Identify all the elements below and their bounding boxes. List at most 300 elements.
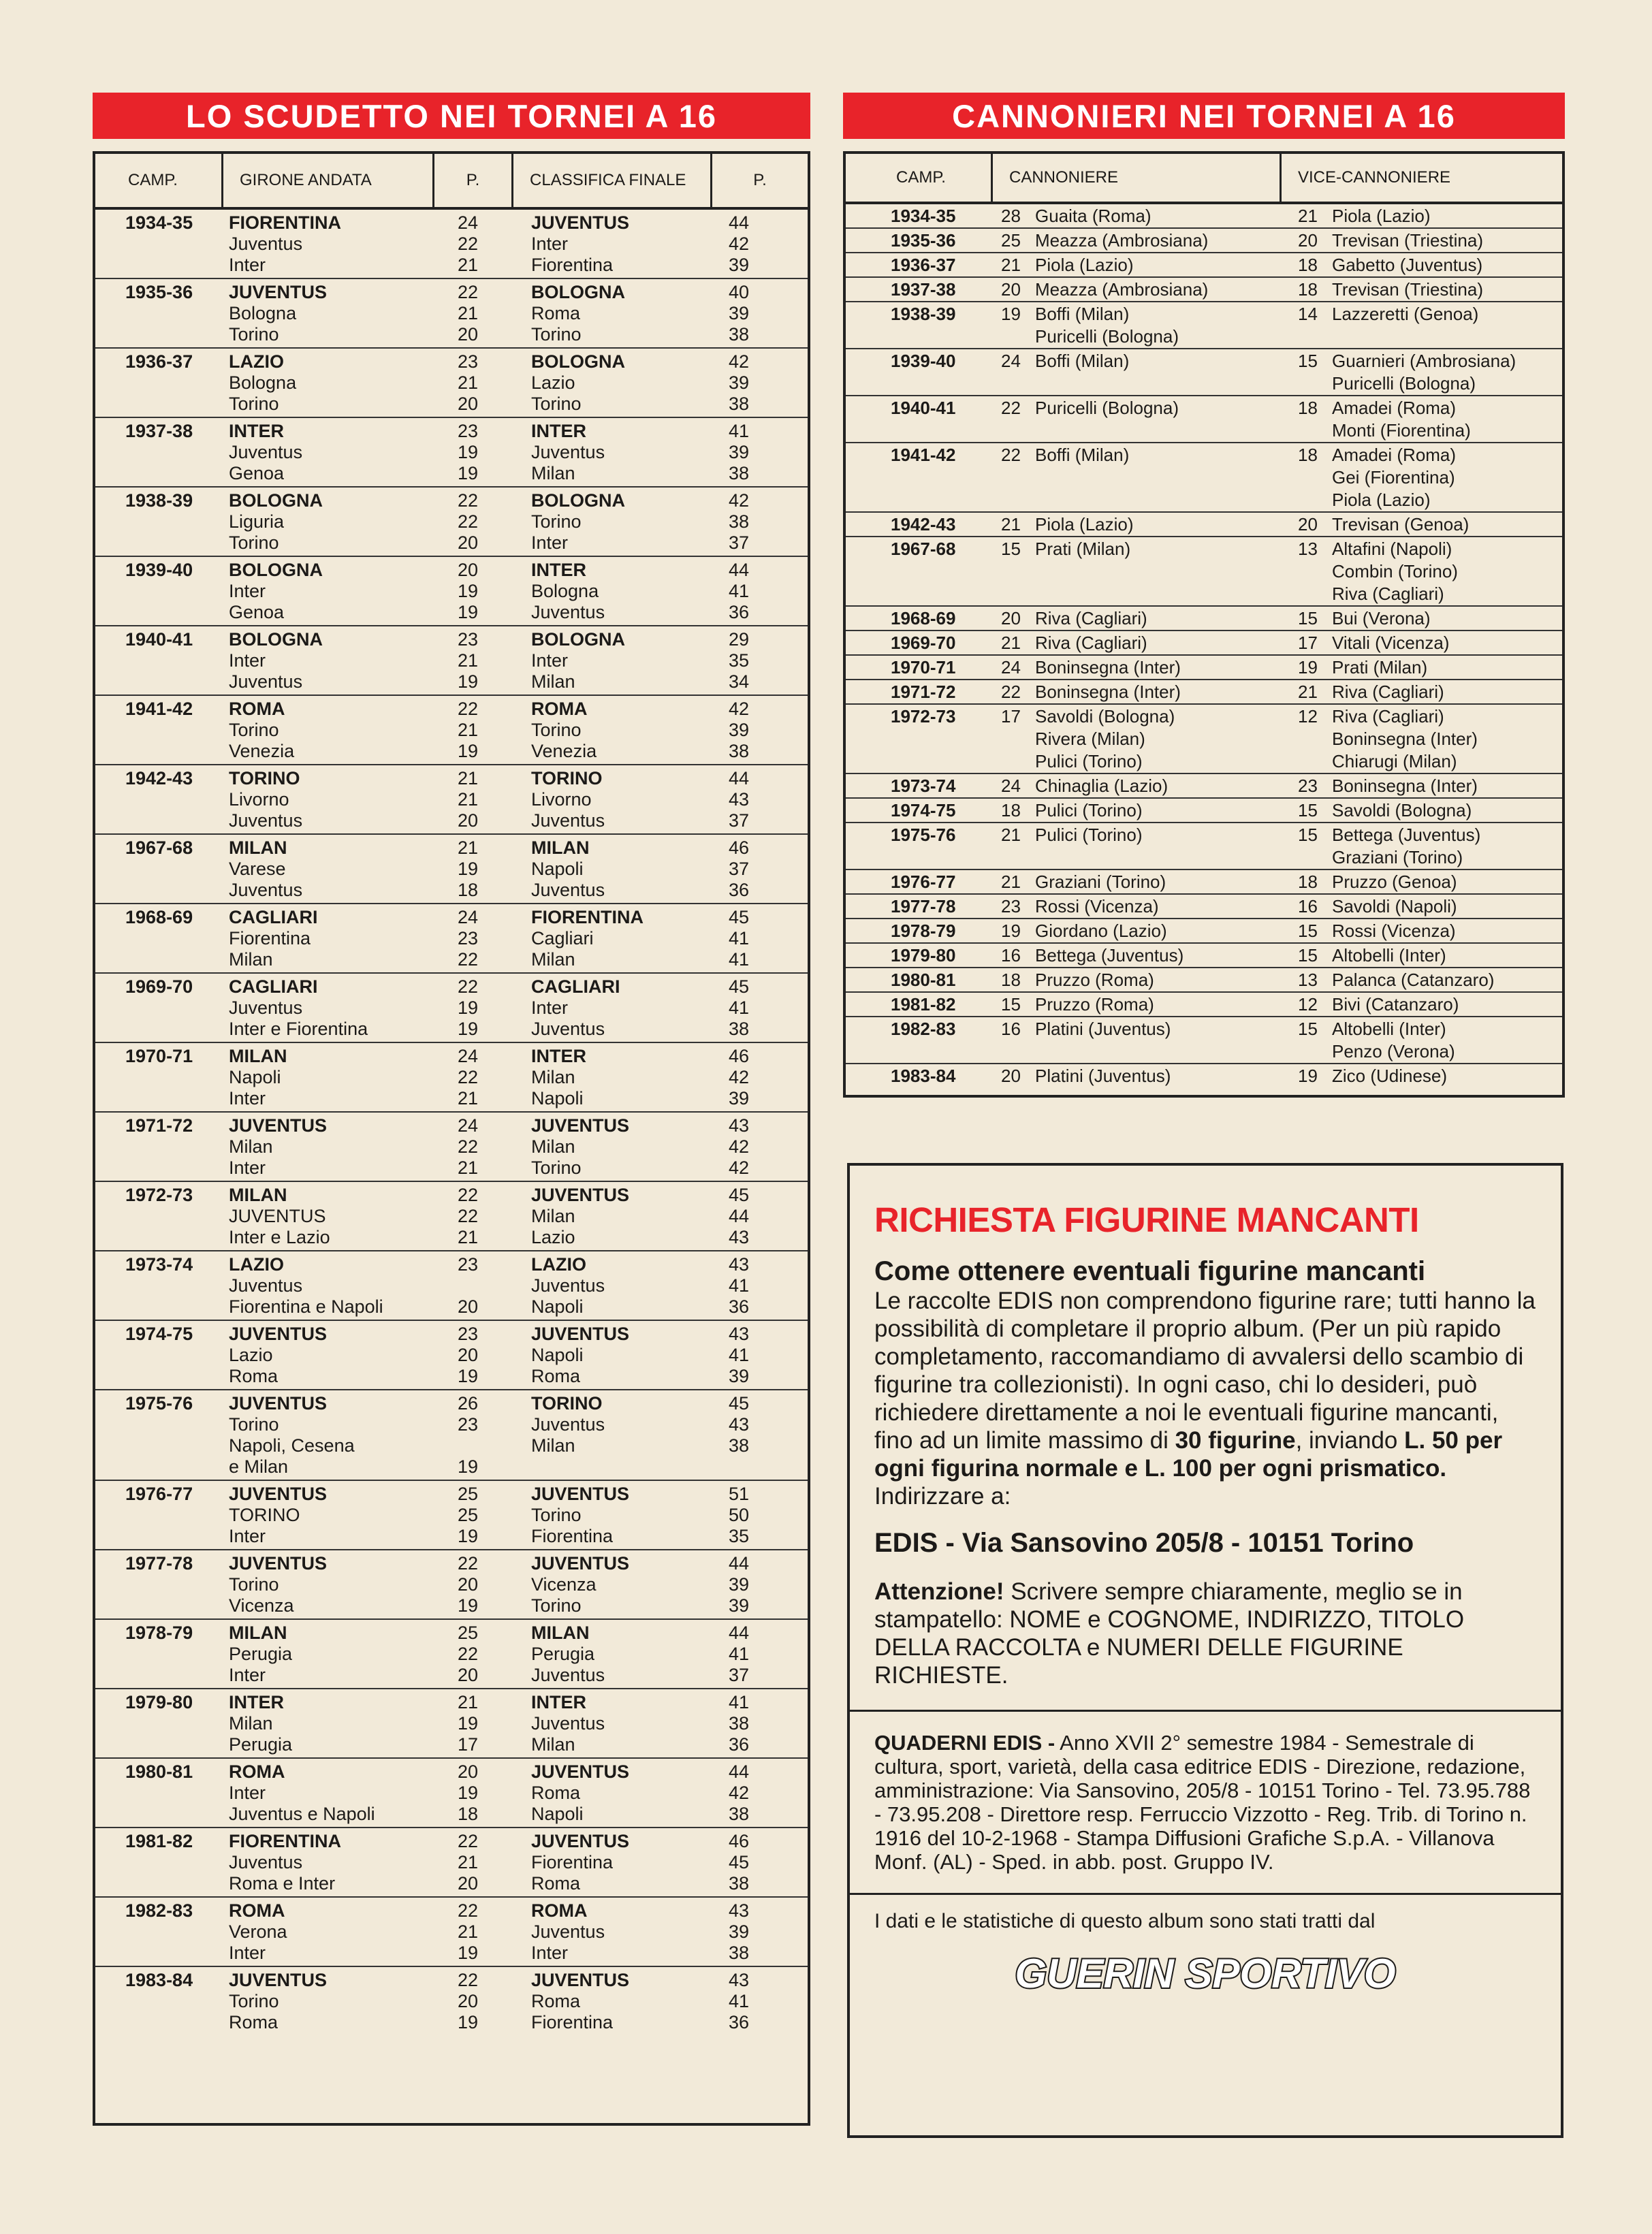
- girone-team: ROMA: [229, 699, 285, 719]
- scorer-cell: [993, 254, 1282, 276]
- player-name: Boninsegna (Inter): [1332, 776, 1478, 796]
- girone-team-cell: [223, 1831, 434, 1894]
- girone-points: 24: [458, 212, 479, 233]
- girone-points-cell: [434, 560, 513, 623]
- goals: [1001, 325, 1035, 348]
- classifica-points-cell: [712, 976, 808, 1040]
- girone-team-cell: [223, 560, 434, 623]
- season-cell: 1975-76: [891, 825, 956, 845]
- girone-team: Livorno: [229, 789, 289, 810]
- girone-points: 23: [458, 421, 479, 441]
- request-text: Le raccolte EDIS non comprendono figurine rare; tutti hanno la possibilità di completare il proprio album. (Per un più rapido completamento, raccomandiamo di avvalersi dello scambio di figurine tra collezionisti). In ogni caso, chi lo desideri, può richiedere direttamente a noi le eventuali figurine mancanti, fino ad un limite massimo di: [874, 1288, 1536, 1454]
- girone-points: 19: [458, 1783, 479, 1803]
- girone-team: Torino: [229, 720, 279, 740]
- scorer-cell: [993, 229, 1282, 252]
- classifica-points: 45: [729, 907, 750, 927]
- season-cell: 1938-39: [125, 490, 193, 511]
- classifica-team-cell: [513, 1623, 712, 1686]
- runner-up-scorer-entry: [1298, 419, 1562, 442]
- girone-points: 21: [458, 1852, 479, 1872]
- scorer-entry: [1001, 205, 1282, 227]
- girone-points-cell: [434, 282, 513, 345]
- season-cell: 1983-84: [891, 1066, 956, 1086]
- player-name: Savoldi (Bologna): [1332, 800, 1472, 820]
- girone-team: BOLOGNA: [229, 490, 323, 511]
- girone-points: 19: [458, 1713, 479, 1734]
- girone-team: MILAN: [229, 1185, 287, 1205]
- table-row: [95, 626, 808, 696]
- runner-up-scorer-entry: [1298, 681, 1562, 703]
- classifica-points: 41: [729, 1345, 750, 1365]
- girone-team-cell: [223, 1761, 434, 1825]
- classifica-team: Milan: [531, 949, 575, 970]
- classifica-team: Torino: [531, 511, 582, 532]
- player-name: Boffi (Milan): [1035, 445, 1130, 465]
- player-name: Pulici (Torino): [1035, 800, 1143, 820]
- runner-up-scorer-entry: [1298, 444, 1562, 466]
- girone-points: 21: [458, 650, 479, 671]
- girone-team: Fiorentina: [229, 928, 311, 948]
- classifica-points: 38: [729, 1873, 750, 1894]
- table-row: [846, 302, 1562, 349]
- scorer-entry: [1001, 728, 1282, 750]
- runner-up-scorer-entry: [1298, 775, 1562, 797]
- girone-team: Verona: [229, 1921, 287, 1942]
- goals: 15: [1298, 921, 1318, 941]
- classifica-team: JUVENTUS: [531, 1831, 630, 1851]
- girone-team: Inter: [229, 1088, 266, 1108]
- season-cell: 1942-43: [891, 514, 956, 534]
- runner-up-scorer-entry: [1298, 705, 1562, 728]
- runner-up-scorer-entry: [1298, 397, 1562, 419]
- runner-up-scorer-entry: [1298, 538, 1562, 560]
- goals: [1298, 846, 1332, 869]
- girone-points: 19: [458, 1456, 479, 1477]
- player-name: Boninsegna (Inter): [1035, 682, 1181, 702]
- player-name: Lazzeretti (Genoa): [1332, 304, 1479, 324]
- classifica-points: 42: [729, 1158, 750, 1178]
- girone-points: 24: [458, 907, 479, 927]
- colophon-title: QUADERNI EDIS -: [874, 1731, 1055, 1755]
- classifica-team: Fiorentina: [531, 255, 614, 275]
- classifica-team: BOLOGNA: [531, 282, 625, 302]
- runner-up-scorer-cell: [1282, 895, 1562, 918]
- girone-team-cell: [223, 212, 434, 276]
- girone-points: 25: [458, 1505, 479, 1525]
- girone-points-cell: [434, 629, 513, 692]
- player-name: Pruzzo (Roma): [1035, 994, 1154, 1015]
- classifica-team-cell: [513, 837, 712, 901]
- girone-team-cell: [223, 1553, 434, 1616]
- player-name: Monti (Fiorentina): [1332, 420, 1471, 441]
- runner-up-scorer-entry: [1298, 350, 1562, 372]
- girone-team: Perugia: [229, 1644, 293, 1664]
- runner-up-scorer-entry: [1298, 583, 1562, 605]
- girone-team: Inter: [229, 1158, 266, 1178]
- runner-up-scorer-cell: [1282, 993, 1562, 1016]
- scorer-entry: [1001, 303, 1282, 325]
- scorer-cell: [993, 538, 1282, 605]
- scudetto-table: [93, 151, 810, 2126]
- runner-up-scorer-entry: [1298, 871, 1562, 893]
- runner-up-scorer-entry: [1298, 205, 1562, 227]
- scorer-entry: [1001, 705, 1282, 728]
- player-name: Prati (Milan): [1035, 539, 1131, 559]
- classifica-points: 40: [729, 282, 750, 302]
- runner-up-scorer-cell: [1282, 444, 1562, 511]
- classifica-team: Juventus: [531, 442, 605, 462]
- runner-up-scorer-entry: [1298, 560, 1562, 583]
- classifica-team: Livorno: [531, 789, 592, 810]
- header-cannoniere: CANNONIERE: [993, 154, 1282, 202]
- girone-points: 20: [458, 560, 479, 580]
- table-row: [846, 607, 1562, 631]
- classifica-points: 46: [729, 1046, 750, 1066]
- divider: [850, 1893, 1561, 1895]
- girone-team: JUVENTUS: [229, 1324, 328, 1344]
- classifica-points: 38: [729, 1943, 750, 1963]
- empty-cell: [458, 1275, 513, 1296]
- runner-up-scorer-cell: [1282, 205, 1562, 227]
- classifica-team-cell: [513, 1553, 712, 1616]
- classifica-points: 45: [729, 1852, 750, 1872]
- classifica-points: 38: [729, 463, 750, 483]
- classifica-team-cell: [513, 1900, 712, 1964]
- table-row: [846, 349, 1562, 396]
- girone-points: 19: [458, 1366, 479, 1386]
- classifica-team: Torino: [531, 324, 582, 345]
- girone-points: 19: [458, 602, 479, 622]
- classifica-team: CAGLIARI: [531, 976, 620, 997]
- girone-team: LAZIO: [229, 1254, 284, 1275]
- table-row: [95, 557, 808, 626]
- girone-team-cell: [223, 768, 434, 831]
- classifica-team: Roma: [531, 1991, 581, 2011]
- girone-points: 22: [458, 1136, 479, 1157]
- girone-team: Inter: [229, 650, 266, 671]
- scorer-cell: [993, 656, 1282, 679]
- classifica-points-cell: [712, 1324, 808, 1387]
- goals: 21: [1298, 682, 1318, 702]
- classifica-team: TORINO: [531, 768, 603, 788]
- runner-up-scorer-cell: [1282, 229, 1562, 252]
- girone-points: 18: [458, 1804, 479, 1824]
- classifica-team-cell: [513, 976, 712, 1040]
- player-name: Platini (Juventus): [1035, 1066, 1171, 1086]
- table-row: [95, 904, 808, 974]
- girone-points: 21: [458, 1158, 479, 1178]
- girone-team: Perugia: [229, 1734, 293, 1755]
- table-row: [95, 418, 808, 488]
- girone-points: 21: [458, 1088, 479, 1108]
- runner-up-scorer-cell: [1282, 1018, 1562, 1063]
- runner-up-scorer-entry: [1298, 1065, 1562, 1087]
- classifica-team: Napoli: [531, 1296, 584, 1317]
- classifica-points: 38: [729, 511, 750, 532]
- girone-points: 24: [458, 1115, 479, 1136]
- player-name: Altobelli (Inter): [1332, 945, 1446, 966]
- scorer-cell: [993, 799, 1282, 822]
- player-name: Riva (Cagliari): [1332, 706, 1444, 727]
- empty-cell: [458, 1435, 513, 1456]
- season-cell: 1967-68: [125, 837, 193, 858]
- goals: 12: [1298, 994, 1318, 1015]
- goals: 15: [1001, 994, 1021, 1015]
- season-cell: 1941-42: [125, 699, 193, 719]
- season-cell: 1971-72: [125, 1115, 193, 1136]
- girone-points: 17: [458, 1734, 479, 1755]
- classifica-points-cell: [712, 1692, 808, 1755]
- classifica-team-cell: [513, 490, 712, 554]
- girone-team-cell: [223, 1970, 434, 2033]
- player-name: Boffi (Milan): [1035, 304, 1130, 324]
- player-name: Rivera (Milan): [1035, 729, 1145, 749]
- table-row: [846, 823, 1562, 870]
- classifica-points: 41: [729, 1991, 750, 2011]
- classifica-team: INTER: [531, 1046, 586, 1066]
- runner-up-scorer-cell: [1282, 969, 1562, 991]
- girone-points: 22: [458, 1831, 479, 1851]
- scorer-entry: [1001, 397, 1282, 419]
- classifica-team: Torino: [531, 1505, 582, 1525]
- girone-team: INTER: [229, 421, 284, 441]
- goals: 19: [1001, 921, 1021, 941]
- classifica-team: ROMA: [531, 1900, 588, 1921]
- scorer-cell: [993, 1018, 1282, 1063]
- goals: 18: [1298, 445, 1318, 465]
- classifica-points: 43: [729, 1254, 750, 1275]
- classifica-team: Juventus: [531, 602, 605, 622]
- scorer-cell: [993, 303, 1282, 348]
- player-name: Chiarugi (Milan): [1332, 751, 1457, 771]
- classifica-team: Inter: [531, 234, 569, 254]
- classifica-points: 44: [729, 1553, 750, 1574]
- header-classifica-finale: CLASSIFICA FINALE: [513, 154, 712, 207]
- table-row: [846, 278, 1562, 302]
- goals: 25: [1001, 230, 1021, 251]
- classifica-team: Inter: [531, 1943, 569, 1963]
- scorer-entry: [1001, 993, 1282, 1016]
- girone-team: JUVENTUS: [229, 1393, 328, 1414]
- classifica-team: Juventus: [531, 1713, 605, 1734]
- classifica-team: LAZIO: [531, 1254, 586, 1275]
- girone-team-cell: [223, 1692, 434, 1755]
- table-row: [95, 1390, 808, 1481]
- goals: 20: [1001, 279, 1021, 300]
- season-cell: 1983-84: [125, 1970, 193, 1990]
- girone-team: Napoli, Cesena: [229, 1435, 355, 1456]
- classifica-team: Fiorentina: [531, 1852, 614, 1872]
- girone-points: 21: [458, 837, 479, 858]
- girone-team-cell: [223, 1324, 434, 1387]
- girone-team: FIORENTINA: [229, 212, 341, 233]
- goals: 20: [1298, 230, 1318, 251]
- player-name: Piola (Lazio): [1035, 255, 1134, 275]
- classifica-team: Juventus: [531, 880, 605, 900]
- girone-team: TORINO: [229, 768, 300, 788]
- classifica-points: 43: [729, 1227, 750, 1247]
- scorer-entry: [1001, 350, 1282, 372]
- girone-team-cell: [223, 976, 434, 1040]
- girone-points: 19: [458, 741, 479, 761]
- classifica-team: JUVENTUS: [531, 1115, 630, 1136]
- classifica-points: 44: [729, 560, 750, 580]
- classifica-points-cell: [712, 1553, 808, 1616]
- runner-up-scorer-entry: [1298, 1018, 1562, 1040]
- table-row: [95, 765, 808, 835]
- table-row: [95, 1550, 808, 1620]
- classifica-team-cell: [513, 1254, 712, 1318]
- request-address: EDIS - Via Sansovino 205/8 - 10151 Torino: [874, 1528, 1414, 1558]
- girone-points: 23: [458, 1324, 479, 1344]
- player-name: Platini (Juventus): [1035, 1019, 1171, 1039]
- goals: 24: [1001, 657, 1021, 677]
- girone-team-cell: [223, 1254, 434, 1318]
- runner-up-scorer-cell: [1282, 656, 1562, 679]
- girone-team: Inter: [229, 1665, 266, 1685]
- classifica-team: Napoli: [531, 1088, 584, 1108]
- girone-points-cell: [434, 490, 513, 554]
- girone-points: 20: [458, 1296, 479, 1317]
- scorer-entry: [1001, 895, 1282, 918]
- classifica-points: 42: [729, 1783, 750, 1803]
- girone-points: 25: [458, 1623, 479, 1643]
- girone-team: Inter: [229, 581, 266, 601]
- goals: [1298, 1040, 1332, 1063]
- girone-points-cell: [434, 1761, 513, 1825]
- table-row: [95, 279, 808, 349]
- classifica-team-cell: [513, 1970, 712, 2033]
- classifica-points: 42: [729, 1067, 750, 1087]
- runner-up-scorer-cell: [1282, 705, 1562, 773]
- header-camp: CAMP.: [95, 154, 223, 207]
- player-name: Bettega (Juventus): [1332, 825, 1481, 845]
- girone-team: ROMA: [229, 1900, 285, 1921]
- classifica-points-cell: [712, 1761, 808, 1825]
- player-name: Meazza (Ambrosiana): [1035, 230, 1209, 251]
- scorer-cell: [993, 513, 1282, 536]
- girone-points: 19: [458, 998, 479, 1018]
- classifica-points: 46: [729, 1831, 750, 1851]
- runner-up-scorer-entry: [1298, 993, 1562, 1016]
- girone-points: 21: [458, 303, 479, 323]
- girone-points-cell: [434, 1185, 513, 1248]
- runner-up-scorer-entry: [1298, 254, 1562, 276]
- classifica-team: Napoli: [531, 1804, 584, 1824]
- classifica-points: 41: [729, 1644, 750, 1664]
- scudetto-table-header: [95, 154, 808, 210]
- season-cell: 1982-83: [891, 1019, 956, 1039]
- classifica-team: MILAN: [531, 1623, 590, 1643]
- classifica-team: JUVENTUS: [531, 1484, 630, 1504]
- season-cell: 1941-42: [891, 445, 956, 465]
- goals: [1001, 750, 1035, 773]
- runner-up-scorer-entry: [1298, 846, 1562, 869]
- girone-points-cell: [434, 768, 513, 831]
- season-cell: 1979-80: [125, 1692, 193, 1712]
- player-name: Boninsegna (Inter): [1332, 729, 1478, 749]
- runner-up-scorer-entry: [1298, 466, 1562, 489]
- runner-up-scorer-cell: [1282, 824, 1562, 869]
- table-row: [95, 1967, 808, 2035]
- season-cell: 1940-41: [125, 629, 193, 650]
- header-camp: CAMP.: [846, 154, 993, 202]
- table-row: [846, 229, 1562, 253]
- goals: 23: [1001, 896, 1021, 916]
- scorer-entry: [1001, 632, 1282, 654]
- goals: 15: [1298, 1019, 1318, 1039]
- classifica-points: 29: [729, 629, 750, 650]
- girone-points-cell: [434, 1900, 513, 1964]
- goals: [1001, 728, 1035, 750]
- classifica-points: 44: [729, 212, 750, 233]
- classifica-team: Inter: [531, 650, 569, 671]
- runner-up-scorer-entry: [1298, 824, 1562, 846]
- season-cell: 1974-75: [125, 1324, 193, 1344]
- table-row: [846, 870, 1562, 895]
- header-vice-cannoniere: VICE-CANNONIERE: [1298, 168, 1451, 187]
- season-cell: 1975-76: [125, 1393, 193, 1414]
- girone-points-cell: [434, 837, 513, 901]
- classifica-team: Roma: [531, 303, 581, 323]
- table-row: [846, 705, 1562, 774]
- classifica-points: 43: [729, 1324, 750, 1344]
- classifica-points: 42: [729, 490, 750, 511]
- runner-up-scorer-cell: [1282, 397, 1562, 442]
- season-cell: 1934-35: [891, 206, 956, 226]
- classifica-points-cell: [712, 1115, 808, 1179]
- classifica-team: JUVENTUS: [531, 1970, 630, 1990]
- classifica-points: 39: [729, 1366, 750, 1386]
- girone-points: 19: [458, 2012, 479, 2032]
- scorer-entry: [1001, 775, 1282, 797]
- girone-points-cell: [434, 1254, 513, 1318]
- classifica-points: 41: [729, 581, 750, 601]
- girone-team-cell: [223, 837, 434, 901]
- player-name: Piola (Lazio): [1035, 514, 1134, 534]
- empty-cell: [531, 1456, 712, 1478]
- girone-team: BOLOGNA: [229, 629, 323, 650]
- table-row: [95, 1113, 808, 1182]
- girone-team: Bologna: [229, 303, 297, 323]
- runner-up-scorer-entry: [1298, 920, 1562, 942]
- classifica-points: 39: [729, 303, 750, 323]
- goals: 21: [1298, 206, 1318, 226]
- season-cell: 1935-36: [891, 230, 956, 251]
- classifica-team: BOLOGNA: [531, 490, 625, 511]
- scorer-entry: [1001, 229, 1282, 252]
- runner-up-scorer-entry: [1298, 1040, 1562, 1063]
- goals: 13: [1298, 539, 1318, 559]
- classifica-team: Juventus: [531, 1921, 605, 1942]
- classifica-points: 39: [729, 255, 750, 275]
- classifica-team-cell: [513, 560, 712, 623]
- classifica-points-cell: [712, 351, 808, 415]
- classifica-points-cell: [712, 1185, 808, 1248]
- girone-points: 23: [458, 928, 479, 948]
- scorer-entry: [1001, 538, 1282, 560]
- runner-up-scorer-entry: [1298, 229, 1562, 252]
- girone-team: Vicenza: [229, 1595, 294, 1616]
- girone-team: Juventus: [229, 442, 303, 462]
- girone-team: INTER: [229, 1692, 284, 1712]
- girone-team: Venezia: [229, 741, 295, 761]
- season-cell: 1970-71: [891, 657, 956, 677]
- classifica-points: 42: [729, 351, 750, 372]
- girone-points-cell: [434, 1046, 513, 1109]
- girone-team-cell: [223, 1623, 434, 1686]
- girone-team: FIORENTINA: [229, 1831, 341, 1851]
